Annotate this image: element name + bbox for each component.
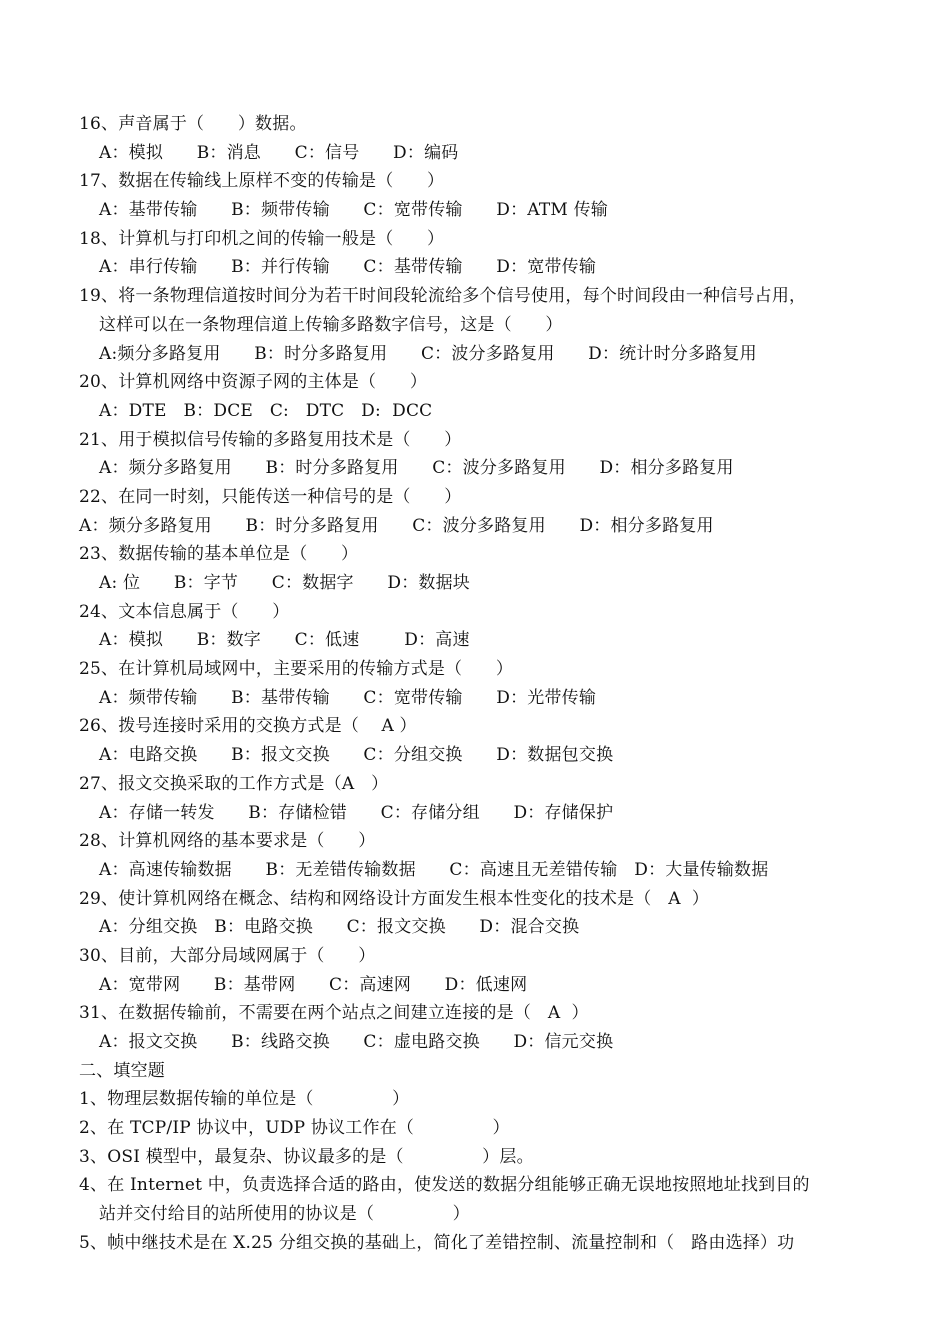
question-30: 30、目前，大部分局域网属于（ ）: [79, 945, 376, 966]
question-16: 16、声音属于（ ）数据。: [79, 114, 307, 134]
section-heading: 二、填空题: [79, 1060, 165, 1081]
options-29: A：分组交换 B：电路交换 C：报文交换 D：混合交换: [99, 917, 580, 938]
options-18: A：串行传输 B：并行传输 C：基带传输 D：宽带传输: [99, 257, 597, 278]
question-22: 22、在同一时刻，只能传送一种信号的是（ ）: [79, 486, 462, 507]
question-19-cont: 这样可以在一条物理信道上传输多路数字信号，这是（ ）: [99, 314, 563, 335]
fill-question-3: 3、OSI 模型中，最复杂、协议最多的是（ ）层。: [79, 1146, 534, 1167]
question-20: 20、计算机网络中资源子网的主体是（ ）: [79, 372, 428, 393]
question-18: 18、计算机与打印机之间的传输一般是（ ）: [79, 228, 445, 249]
options-28: A：高速传输数据 B：无差错传输数据 C：高速且无差错传输 D：大量传输数据: [99, 859, 769, 880]
fill-question-4: 4、在 Internet 中，负责选择合适的路由，使发送的数据分组能够正确无误地按照地址找到目的: [79, 1175, 810, 1196]
options-17: A：基带传输 B：频带传输 C：宽带传输 D：ATM 传输: [99, 200, 608, 221]
options-21: A：频分多路复用 B：时分多路复用 C：波分多路复用 D：相分多路复用: [99, 458, 734, 479]
fill-question-2: 2、在 TCP/IP 协议中，UDP 协议工作在（ ）: [79, 1118, 510, 1139]
question-17: 17、数据在传输线上原样不变的传输是（ ）: [79, 171, 445, 192]
options-30: A：宽带网 B：基带网 C：高速网 D：低速网: [99, 974, 528, 995]
options-31: A：报文交换 B：线路交换 C：虚电路交换 D：信元交换: [99, 1032, 614, 1052]
options-27: A：存储一转发 B：存储检错 C：存储分组 D：存储保护: [99, 802, 614, 823]
options-16: A：模拟 B：消息 C：信号 D：编码: [99, 142, 459, 163]
options-20: A：DTE B：DCE C: DTC D: DCC: [99, 400, 433, 421]
question-24: 24、文本信息属于（ ）: [79, 601, 290, 622]
question-28: 28、计算机网络的基本要求是（ ）: [79, 831, 376, 852]
question-27: 27、报文交换采取的工作方式是（A ）: [79, 773, 389, 794]
options-25: A：频带传输 B：基带传输 C：宽带传输 D：光带传输: [99, 687, 597, 708]
fill-question-4-cont: 站并交付给目的站所使用的协议是（ ）: [99, 1204, 470, 1225]
question-26: 26、拨号连接时采用的交换方式是（ A ）: [79, 716, 417, 737]
question-29: 29、使计算机网络在概念、结构和网络设计方面发生根本性变化的技术是（ A ）: [79, 888, 710, 909]
fill-question-5: 5、帧中继技术是在 X.25 分组交换的基础上，简化了差错控制、流量控制和（ 路由选择）功: [79, 1232, 795, 1253]
options-24: A：模拟 B：数字 C：低速 D：高速: [99, 630, 470, 651]
question-23: 23、数据传输的基本单位是（ ）: [79, 544, 359, 565]
fill-question-1: 1、物理层数据传输的单位是（ ）: [79, 1089, 410, 1110]
options-23: A: 位 B：字节 C：数据字 D：数据块: [99, 573, 471, 593]
options-22: A：频分多路复用 B：时分多路复用 C：波分多路复用 D：相分多路复用: [79, 515, 714, 536]
question-21: 21、用于模拟信号传输的多路复用技术是（ ）: [79, 429, 462, 450]
document-page: [0, 110, 950, 1258]
question-19: 19、将一条物理信道按时间分为若干时间段轮流给多个信号使用，每个时间段由一种信号占用，: [79, 286, 807, 307]
options-26: A：电路交换 B：报文交换 C：分组交换 D：数据包交换: [99, 745, 614, 766]
question-31: 31、在数据传输前，不需要在两个站点之间建立连接的是（ A ）: [79, 1003, 589, 1024]
options-19: A:频分多路复用 B：时分多路复用 C：波分多路复用 D：统计时分多路复用: [99, 343, 757, 364]
question-25: 25、在计算机局域网中，主要采用的传输方式是（ ）: [79, 659, 514, 680]
